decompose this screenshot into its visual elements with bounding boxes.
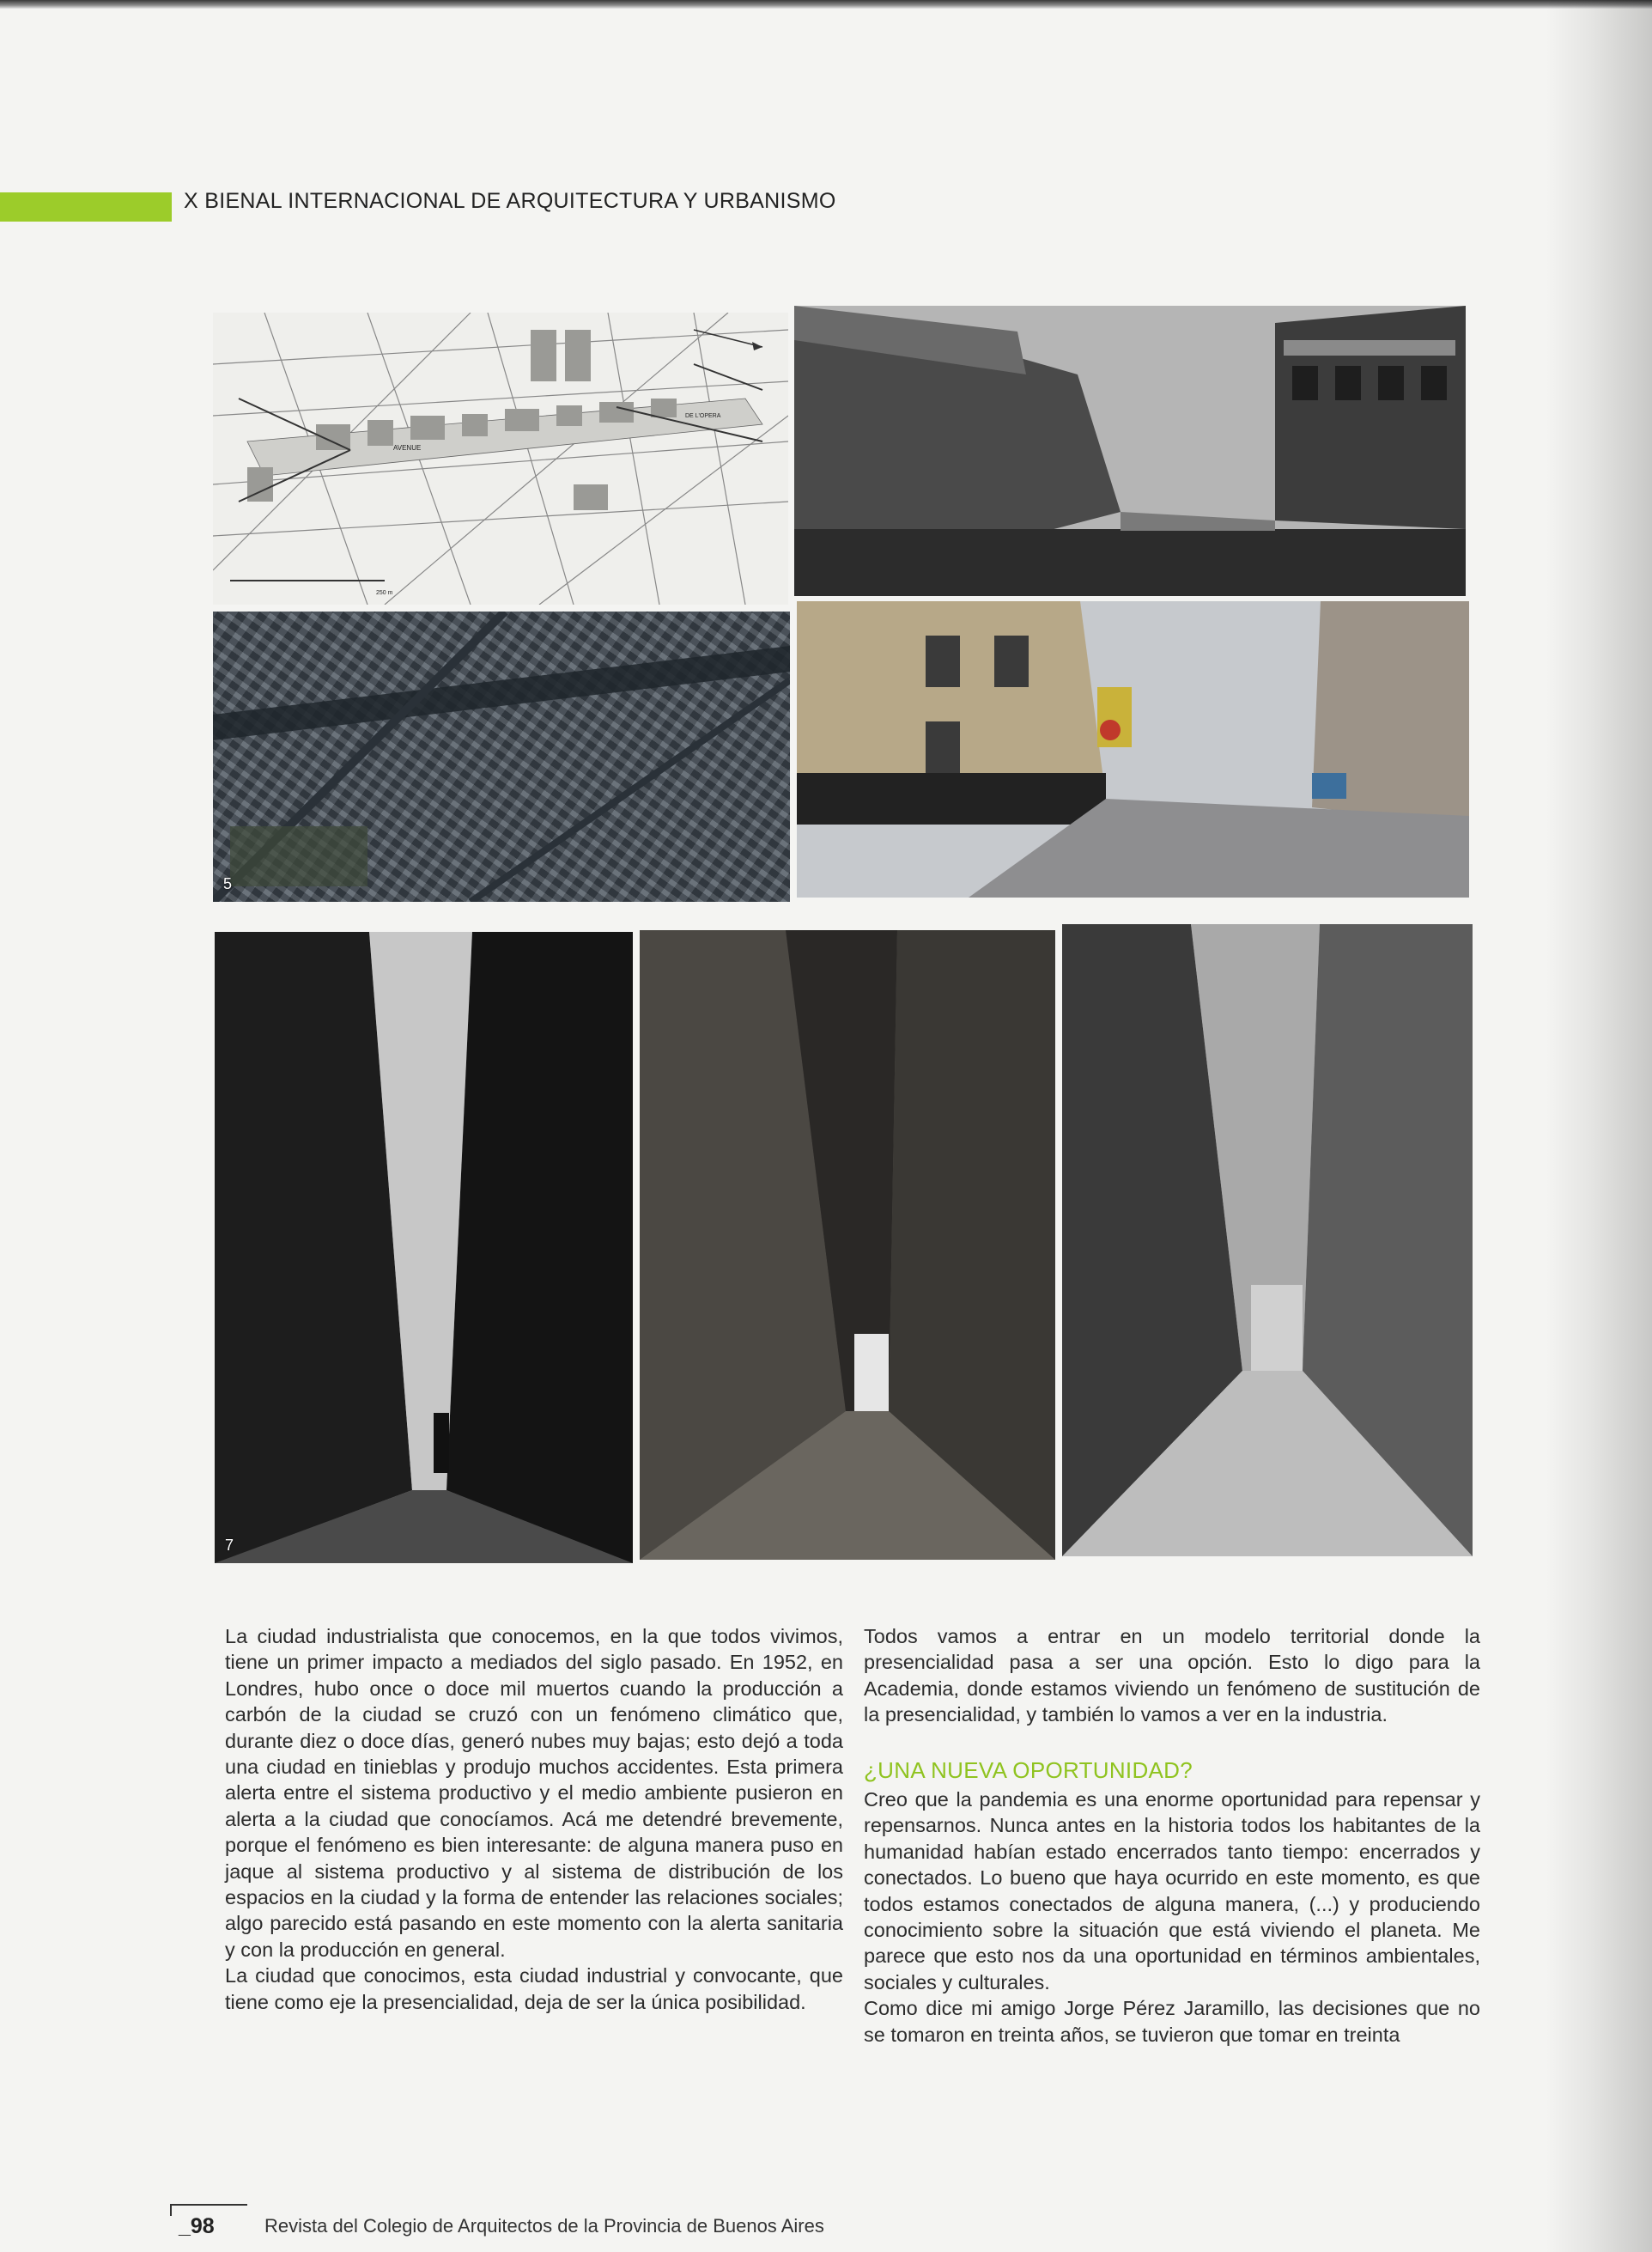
journal-name: Revista del Colegio de Arquitectos de la Provincia de Buenos Aires — [264, 2215, 824, 2237]
plan-drawing-svg — [213, 313, 788, 605]
footer-tick — [170, 2204, 172, 2216]
photo-narrow-alley-1 — [215, 932, 633, 1563]
plan-label-opera: DE L'OPERA — [685, 413, 721, 419]
photo-aerial-view — [213, 612, 790, 902]
photo-street-historic-bw — [794, 306, 1466, 596]
page-edge-shadow — [1546, 0, 1652, 2252]
article-paragraph: La ciudad industrialista que conocemos, en la que todos vivimos, tiene un primer impacto a mediados del siglo pasado. En 1952, en Londres, hubo once o doce mil muertos cuando la producción a carbón de la ciudad se cruzó con un fenómeno climático que, durante diez o doce días, generó nubes muy bajas; esto dejó a toda una ciudad en tinieblas y produjo muchos accidentes. Esta primera alerta entre el sistema productivo y el medio ambiente pusieron en alerta a la ciudad que conocíamos. Acá me detendré brevemente, porque el fenómeno es bien interesante: de alguna manera puso en jaque al sistema productivo y al sistema de distribución de los espacios en la ciudad y la forma de entender las relaciones sociales; algo parecido está pasando en este momento con la alerta sanitaria y con la producción en general. — [225, 1625, 843, 1961]
article-paragraph: Como dice mi amigo Jorge Pérez Jaramillo, las decisiones que no se tomaron en treinta años, se tuvieron que tomar en treinta — [864, 1997, 1480, 2046]
article-column-left — [225, 1623, 843, 2015]
top-rule — [0, 0, 1652, 9]
article-paragraph: La ciudad que conocimos, esta ciudad industrial y convocante, que tiene como eje la presencialidad, deja de ser la única posibilidad. — [225, 1964, 843, 2013]
figure-number-5: 5 — [223, 875, 233, 892]
article-column-right — [864, 1623, 1480, 2048]
running-header: X BIENAL INTERNACIONAL DE ARQUITECTURA Y URBANISMO — [184, 189, 836, 213]
article-paragraph: Creo que la pandemia es una enorme oportunidad para repensar y repensarnos. Nunca antes en la historia todos los habitantes de la humanidad habían estado encerrados tanto tiempo: encerrados y conectados. Lo bueno que haya ocurrido en este momento, es que todos estamos conectados de alguna manera, (...) y produciendo conocimiento sobre la situación que está viviendo el planeta. Me parece que esto nos da una oportunidad en términos ambientales, sociales y culturales. — [864, 1788, 1480, 1993]
photo-narrow-alley-3 — [1062, 924, 1473, 1556]
alley-3-svg — [1062, 924, 1473, 1556]
alley-2-svg — [640, 930, 1055, 1560]
street-bw-svg — [794, 306, 1466, 596]
figure-number-7: 7 — [225, 1537, 234, 1554]
aerial-svg — [213, 612, 790, 902]
photo-narrow-alley-2 — [640, 930, 1055, 1560]
photo-street-color — [797, 601, 1469, 898]
footer-rule — [170, 2204, 247, 2206]
plan-scale-label: 250 m — [376, 590, 393, 596]
street-color-svg — [797, 601, 1469, 898]
plan-drawing-avenue-opera — [213, 313, 788, 605]
plan-label-avenue: AVENUE — [393, 444, 422, 452]
page-number: _98 — [179, 2214, 215, 2238]
alley-1-svg — [215, 932, 633, 1563]
section-heading: ¿UNA NUEVA OPORTUNIDAD? — [864, 1756, 1193, 1783]
article-paragraph: Todos vamos a entrar en un modelo territorial donde la presencialidad pasa a ser una opción. Esto lo digo para la Academia, donde estamos viviendo un fenómeno de sustitución de la presencialidad, y también lo vamos a ver en la industria. — [864, 1625, 1480, 1726]
header-accent-bar — [0, 192, 172, 222]
